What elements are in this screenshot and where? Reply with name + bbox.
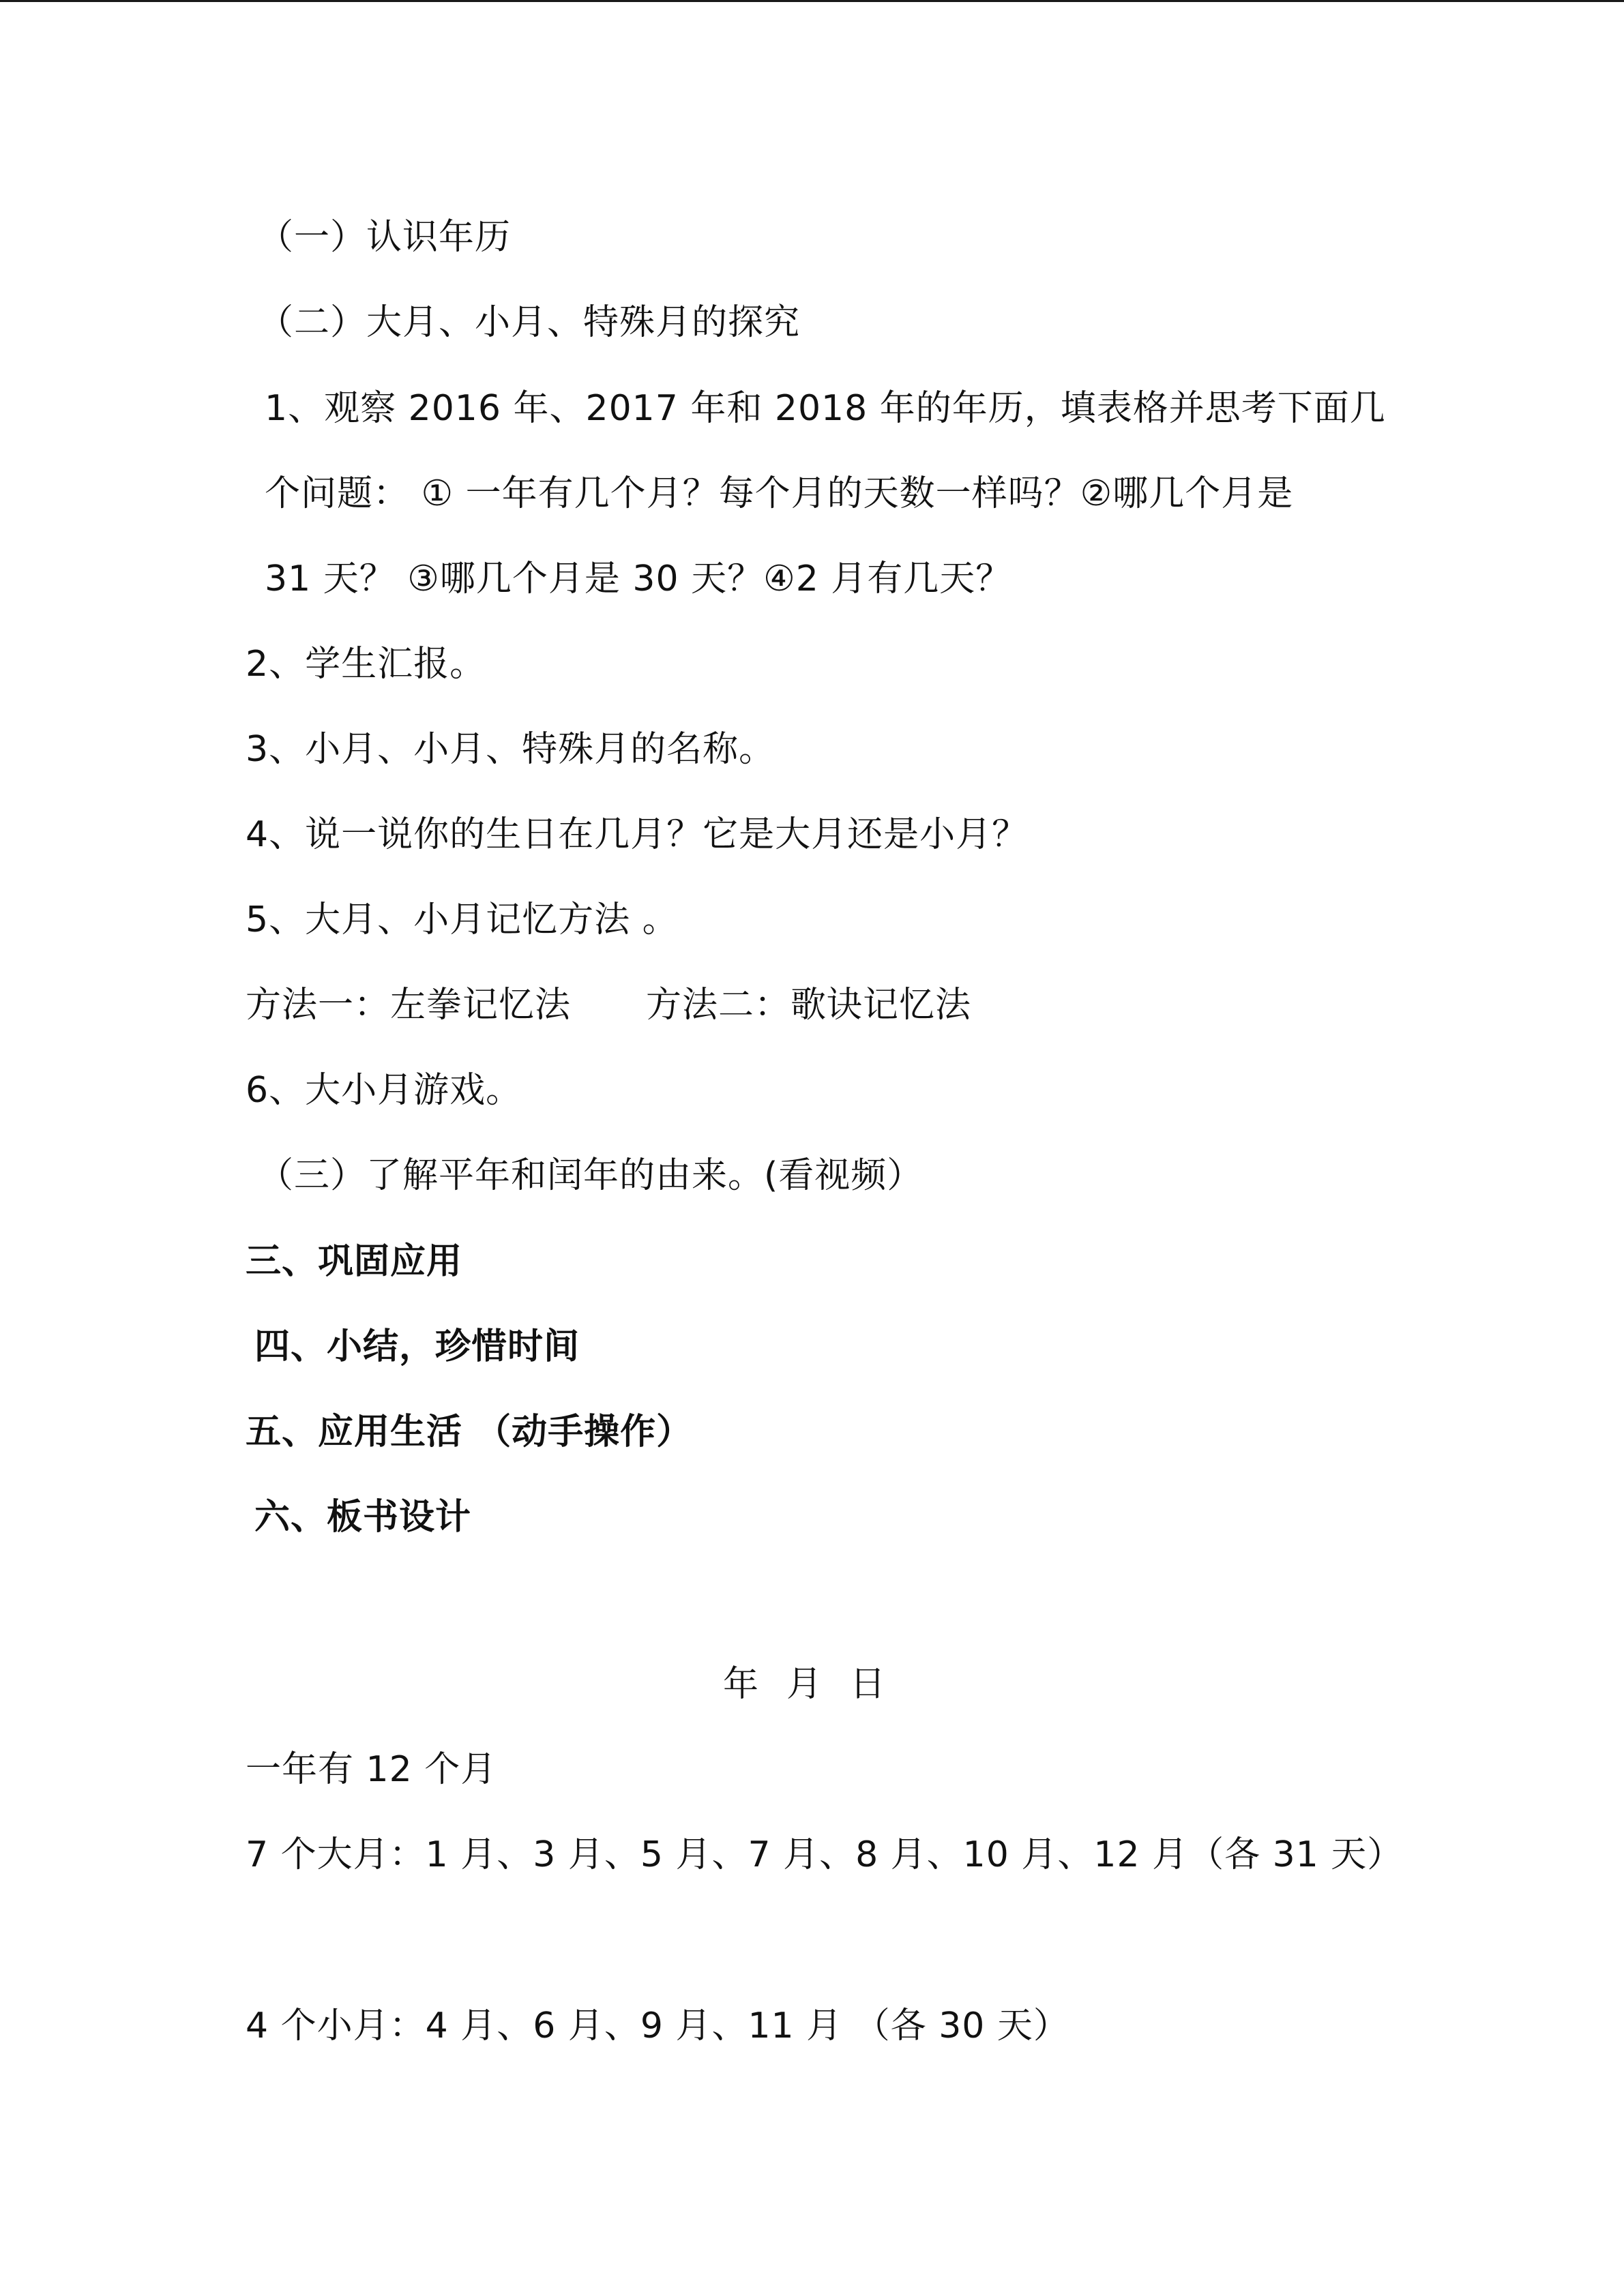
board-title-month: 月 — [786, 1664, 823, 1705]
list-item: 3、小月、小月、特殊月的名称。 — [246, 729, 776, 770]
board-line: 4 个小月：4 月、6 月、9 月、11 月 （各 30 天） — [246, 2006, 1069, 2046]
bold-heading: 五、应用生活 （动手操作） — [246, 1412, 693, 1452]
methods-line — [246, 985, 971, 1026]
method-two: 方法二：歌诀记忆法 — [646, 985, 972, 1026]
section-heading-2: （二）大月、小月、特殊月的探究 — [258, 302, 801, 343]
bold-heading: 三、巩固应用 — [246, 1241, 463, 1282]
board-line: 7 个大月：1 月、3 月、5 月、7 月、8 月、10 月、12 月（各 31 天） — [246, 1834, 1404, 1875]
paragraph-line: 1、观察 2016 年、2017 年和 2018 年的年历，填表格并思考下面几 — [265, 388, 1386, 429]
board-line: 一年有 12 个月 — [246, 1749, 497, 1790]
board-title-year: 年 — [723, 1664, 760, 1705]
method-one: 方法一：左拳记忆法 — [246, 985, 572, 1026]
list-item: 4、说一说你的生日在几月？它是大月还是小月？ — [246, 814, 1029, 855]
paragraph-line: 个问题： ① 一年有几个月？每个月的天数一样吗？②哪几个月是 — [265, 473, 1294, 514]
bold-heading: 四、小结，珍惜时间 — [254, 1326, 580, 1367]
list-item: 2、学生汇报。 — [246, 644, 486, 685]
section-heading-1: （一）认识年历 — [258, 217, 512, 258]
section-heading-3: （三）了解平年和闰年的由来。(看视频） — [258, 1155, 924, 1196]
list-item: 6、大小月游戏。 — [246, 1070, 522, 1111]
list-item: 5、大月、小月记忆方法 。 — [246, 899, 679, 940]
paragraph-line: 31 天？ ③哪几个月是 30 天？④2 月有几天？ — [265, 558, 1012, 599]
bold-heading: 六、板书设计 — [254, 1497, 472, 1538]
board-title — [723, 1664, 886, 1705]
board-title-day: 日 — [850, 1664, 887, 1705]
